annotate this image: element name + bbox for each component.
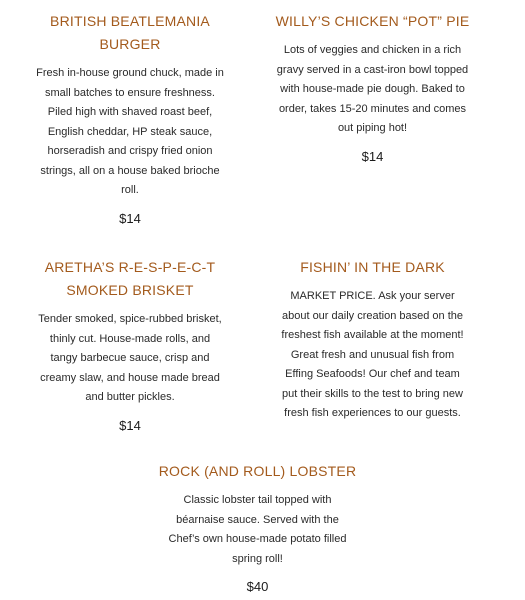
desc-line: out piping hot! — [337, 122, 408, 134]
menu-item-willys-chicken-pot-pie — [270, 10, 475, 166]
item-description — [30, 310, 230, 408]
menu-item-rock-and-roll-lobster — [150, 460, 365, 596]
item-description — [270, 41, 475, 139]
desc-line: Tender smoked, spice-rubbed brisket, — [38, 313, 222, 325]
title-line: FISHIN’ IN THE DARK — [300, 259, 445, 275]
desc-line: Fresh in-house ground chuck, made in — [36, 67, 224, 79]
desc-line: and butter pickles. — [85, 391, 175, 403]
desc-line: roll. — [121, 184, 139, 196]
desc-line: creamy slaw, and house made bread — [40, 371, 220, 384]
desc-line: freshest fish available at the moment! — [281, 329, 464, 341]
desc-line: order, takes 15-20 minutes and comes — [278, 102, 467, 115]
desc-line: béarnaise sauce. Served with the — [176, 513, 339, 526]
desc-line: with house-made pie dough. Baked to — [280, 83, 465, 95]
item-title — [270, 10, 475, 33]
desc-line: Lots of veggies and chicken in a rich — [283, 44, 462, 56]
desc-line: thinly cut. House-made rolls, and — [49, 332, 211, 345]
menu-item-arethas-respect-smoked-brisket — [30, 256, 230, 435]
desc-line: strings, all on a house baked brioche — [40, 164, 220, 177]
item-title — [30, 256, 230, 302]
desc-line: Chef’s own house-made potato filled — [168, 533, 347, 545]
desc-line: put their skills to the test to bring new — [282, 387, 463, 400]
item-price: $40 — [246, 579, 269, 594]
title-line: BURGER — [99, 36, 161, 52]
menu-item-fishin-in-the-dark — [270, 256, 475, 433]
desc-line: Piled high with shaved roast beef, — [47, 106, 213, 118]
desc-line: about our daily creation based on the — [281, 309, 464, 322]
desc-line: Great fresh and unusual fish from — [290, 348, 455, 361]
title-line: WILLY’S CHICKEN “POT” PIE — [275, 13, 470, 29]
item-price: $14 — [119, 210, 141, 226]
item-price: $14 — [361, 148, 384, 164]
title-line: SMOKED BRISKET — [66, 282, 194, 298]
title-line: BRITISH BEATLEMANIA — [50, 13, 210, 29]
desc-line: tangy barbecue sauce, crisp and — [50, 352, 210, 364]
item-description — [150, 491, 365, 569]
item-description — [270, 287, 475, 424]
desc-line: Effing Seafoods! Our chef and team — [285, 368, 460, 380]
desc-line: small batches to ensure freshness. — [45, 86, 215, 99]
item-title — [270, 256, 475, 279]
desc-line: horseradish and crispy fried onion — [47, 145, 213, 157]
desc-line: gravy served in a cast-iron bowl topped — [276, 63, 469, 76]
title-line: ROCK (AND ROLL) LOBSTER — [158, 463, 357, 479]
desc-line: Classic lobster tail topped with — [183, 494, 332, 506]
desc-line: fresh fish experiences to our guests. — [284, 407, 461, 419]
desc-line: spring roll! — [232, 552, 283, 565]
menu-item-british-beatlemania-burger — [30, 10, 230, 228]
desc-line: English cheddar, HP steak sauce, — [47, 125, 213, 138]
item-price: $14 — [119, 417, 141, 433]
item-title — [30, 10, 230, 56]
item-description — [30, 64, 230, 201]
item-title — [150, 460, 365, 483]
desc-line: MARKET PRICE. Ask your server — [290, 290, 455, 302]
title-line: ARETHA’S R-E-S-P-E-C-T — [44, 259, 216, 275]
